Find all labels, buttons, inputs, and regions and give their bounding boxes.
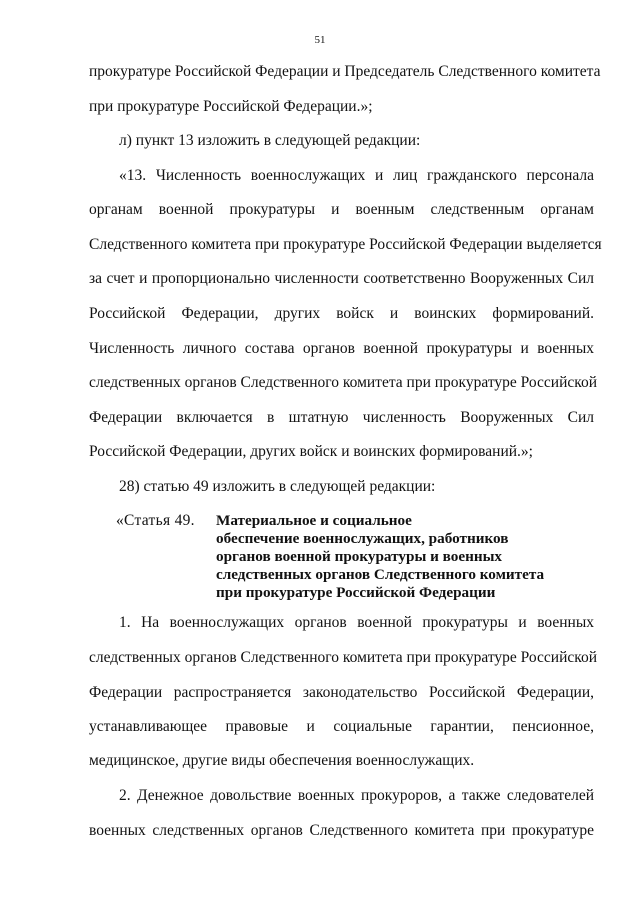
- text-line: Следственного комитета при прокуратуре Российской Федерации выделяется: [89, 236, 602, 253]
- text-line: за счет и пропорционально численности соответственно Вооруженных Сил: [89, 270, 594, 287]
- text-line: 2. Денежное довольствие военных прокуроров, а также следователей: [119, 787, 594, 804]
- text-line: военных следственных органов Следственного комитета при прокуратуре: [89, 822, 594, 839]
- text-line: медицинское, другие виды обеспечения военнослужащих.: [89, 752, 475, 769]
- text-line: Численность личного состава органов военной прокуратуры и военных: [89, 340, 594, 357]
- text-line: 1. На военнослужащих органов военной прокуратуры и военных: [119, 614, 594, 631]
- text-line: следственных органов Следственного комитета при прокуратуре Российской: [89, 649, 598, 666]
- text-line: Федерации распространяется законодательство Российской Федерации,: [89, 684, 594, 701]
- text-line: 28) статью 49 изложить в следующей редакции:: [119, 478, 436, 495]
- text-line: Российской Федерации, других войск и воинских формирований.»;: [89, 443, 533, 460]
- text-line: Российской Федерации, других войск и воинских формирований.: [89, 305, 594, 322]
- text-line: «13. Численность военнослужащих и лиц гражданского персонала: [119, 167, 594, 184]
- text-line: устанавливающее правовые и социальные гарантии, пенсионное,: [89, 718, 594, 735]
- text-line: следственных органов Следственного комитета при прокуратуре Российской: [89, 374, 598, 391]
- text-line: при прокуратуре Российской Федерации.»;: [89, 98, 373, 115]
- text-line: Федерации включается в штатную численность Вооруженных Сил: [89, 409, 594, 426]
- article-heading-line: при прокуратуре Российской Федерации: [216, 584, 496, 601]
- article-heading-line: обеспечение военнослужащих, работников: [216, 530, 509, 547]
- page-number: 51: [314, 34, 326, 46]
- article-heading-line: органов военной прокуратуры и военных: [216, 548, 503, 565]
- text-line: органам военной прокуратуры и военным следственным органам: [89, 201, 594, 218]
- article-heading-line: следственных органов Следственного комитета: [216, 566, 545, 583]
- article-label: «Статья 49.: [116, 512, 195, 529]
- article-heading-line: Материальное и социальное: [216, 512, 412, 529]
- text-line: прокуратуре Российской Федерации и Председатель Следственного комитета: [89, 63, 601, 80]
- text-line: л) пункт 13 изложить в следующей редакции:: [119, 132, 421, 149]
